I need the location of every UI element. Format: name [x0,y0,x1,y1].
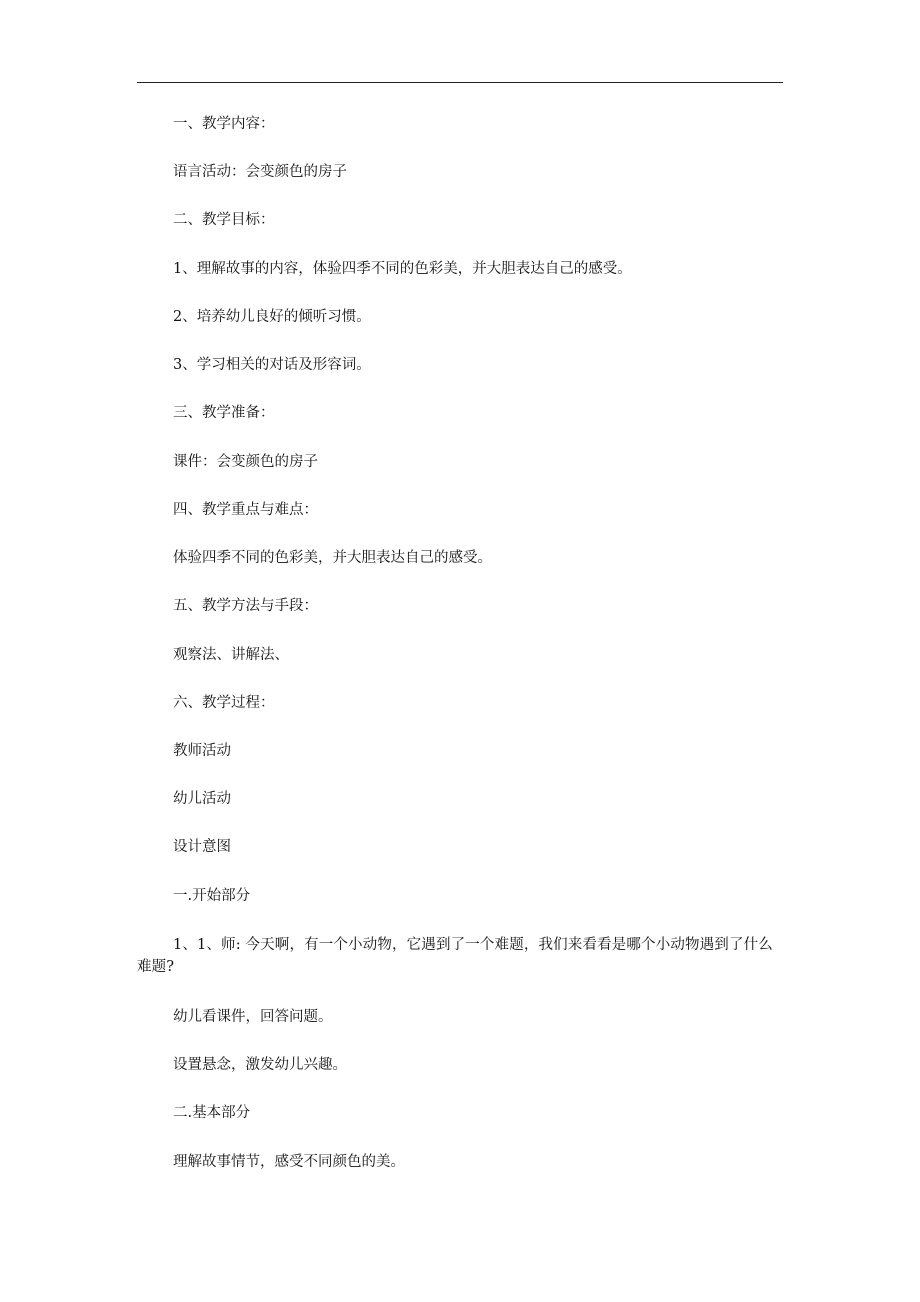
header-rule [137,82,783,83]
column-design-intent: 设计意图 [173,839,231,855]
opening-design-intent: 设置悬念，激发幼儿兴趣。 [173,1057,347,1073]
section-heading-process: 六、教学过程： [173,695,275,711]
part-heading-basic: 二.基本部分 [173,1105,251,1121]
activity-title: 语言活动：会变颜色的房子 [173,164,347,180]
column-teacher-activity: 教师活动 [173,743,231,759]
section-heading-content: 一、教学内容： [173,116,275,132]
goal-item-2: 2、培养幼儿良好的倾听习惯。 [173,309,371,325]
section-heading-goals: 二、教学目标： [173,212,275,228]
key-points-text: 体验四季不同的色彩美，并大胆表达自己的感受。 [173,550,492,566]
column-child-activity: 幼儿活动 [173,791,231,807]
section-heading-methods: 五、教学方法与手段： [173,598,318,614]
opening-teacher-script: 1、1、师: 今天啊，有一个小动物，它遇到了一个难题，我们来看看是哪个小动物遇到了什么难题? [137,937,773,975]
section-heading-preparation: 三、教学准备： [173,405,275,421]
preparation-text: 课件：会变颜色的房子 [173,454,318,470]
goal-item-3: 3、学习相关的对话及形容词。 [173,357,371,373]
basic-part-text: 理解故事情节，感受不同颜色的美。 [173,1154,405,1170]
goal-item-1: 1、理解故事的内容，体验四季不同的色彩美，并大胆表达自己的感受。 [173,261,632,277]
opening-child-response: 幼儿看课件，回答问题。 [173,1009,333,1025]
methods-text: 观察法、讲解法、 [173,647,289,663]
section-heading-key-points: 四、教学重点与难点： [173,502,318,518]
part-heading-opening: 一.开始部分 [173,888,251,904]
